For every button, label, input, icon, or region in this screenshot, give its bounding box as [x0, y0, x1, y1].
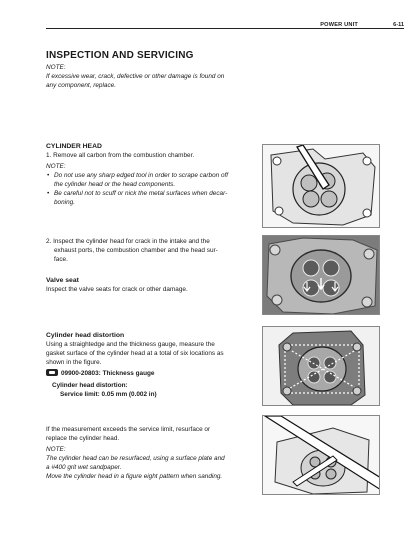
cylinder-head-step-1: 1. Remove all carbon from the combustion chamber. — [46, 152, 195, 159]
photo-cylinder-head — [262, 235, 380, 315]
bullet-2-line-1: • Be careful not to scuff or nick the metal surfaces when decar- — [54, 190, 228, 197]
photo-distortion-measurement — [262, 326, 380, 406]
distortion-measurement-illustration — [263, 327, 380, 406]
intro-note-line-2: any component, replace. — [46, 82, 116, 89]
special-tool-icon — [46, 369, 58, 376]
bullet-1-line-1: • Do not use any sharp edged tool in order to scrape carbon off — [54, 172, 229, 179]
spec-title: Cylinder head distortion: — [52, 382, 128, 389]
photo-straightedge-gauge — [262, 415, 380, 495]
final-note-label: NOTE: — [46, 446, 66, 453]
photo-carbon-removal — [262, 144, 380, 228]
cylinder-head-note-label: NOTE: — [46, 163, 66, 170]
spec-value: Service limit: 0.05 mm (0.002 in) — [60, 391, 157, 398]
tool-label: 09900-20803: Thickness gauge — [61, 370, 155, 377]
intro-note-line-1: If excessive wear, crack, defective or other damage is found on — [46, 73, 225, 80]
final-note-line-3: Move the cylinder head in a figure eight pattern when sanding. — [46, 473, 223, 480]
carbon-removal-illustration — [263, 145, 380, 228]
distortion-line-2: gasket surface of the cylinder head at a total of six locations as — [46, 350, 224, 357]
cylinder-head-bullet-2 — [46, 189, 253, 207]
page-header — [46, 8, 404, 36]
straightedge-gauge-illustration — [263, 416, 380, 495]
cylinder-head-step-2 — [46, 237, 253, 264]
header-page-number: 6-11 — [393, 22, 404, 28]
thickness-gauge-tool — [46, 369, 253, 378]
valve-seat-text: Inspect the valve seats for crack or other damage. — [46, 286, 188, 293]
bullet-2-line-2: boning. — [54, 199, 75, 206]
final-line-1: If the measurement exceeds the service limit, resurface or — [46, 426, 211, 433]
distortion-title: Cylinder head distortion — [46, 332, 125, 339]
step-2-line-1: 2. Inspect the cylinder head for crack in the intake and the — [46, 238, 210, 245]
distortion-line-1: Using a straightedge and the thickness gauge, measure the — [46, 341, 215, 348]
valve-seat-block — [46, 276, 253, 294]
final-note-line-1: The cylinder head can be resurfaced, using a surface plate and — [46, 455, 225, 462]
final-line-2: replace the cylinder head. — [46, 435, 120, 442]
final-block — [46, 425, 253, 481]
section-title: INSPECTION AND SERVICING — [46, 50, 194, 61]
final-note-line-2: a #400 grit wet sandpaper. — [46, 464, 122, 471]
cylinder-head-block — [46, 142, 253, 207]
cylinder-head-bullet-1 — [46, 171, 253, 189]
bullet-1-line-2: the cylinder head or the head components. — [54, 181, 176, 188]
intro-note-label: NOTE: — [46, 64, 66, 71]
valve-seat-title: Valve seat — [46, 277, 79, 284]
header-section-title: POWER UNIT — [320, 22, 358, 28]
cylinder-head-photo-illustration — [263, 236, 380, 315]
step-2-line-3: face. — [54, 256, 68, 263]
intro-block — [46, 50, 253, 90]
header-rule — [46, 28, 404, 29]
distortion-block — [46, 331, 253, 399]
distortion-line-3: shown in the figure. — [46, 359, 102, 366]
step-2-line-2: exhaust ports, the combustion chamber and the head sur- — [54, 247, 218, 254]
cylinder-head-title: CYLINDER HEAD — [46, 143, 102, 150]
